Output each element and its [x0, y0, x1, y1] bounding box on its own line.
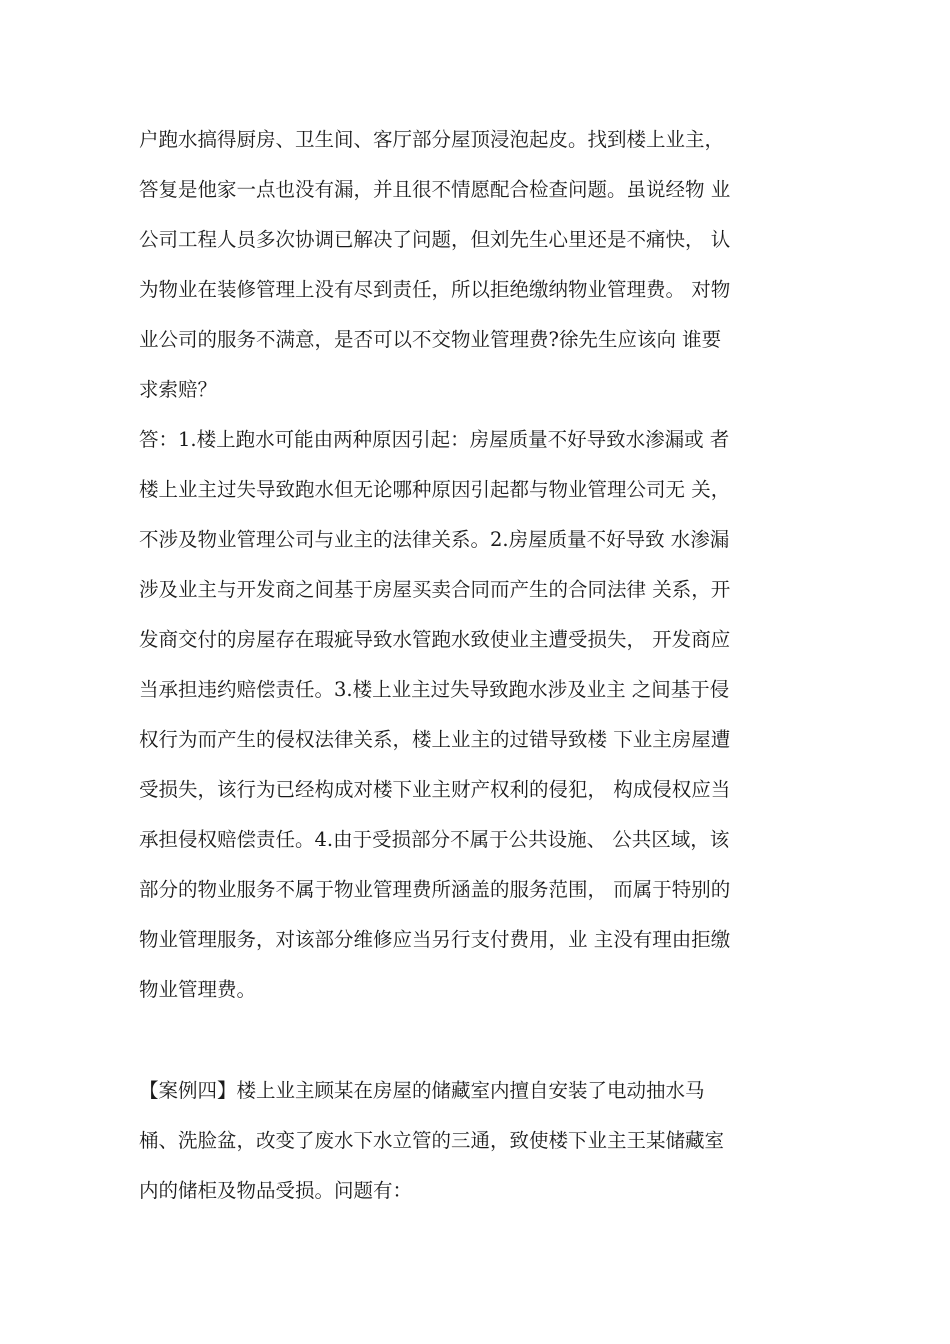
answer-line: 答：1.楼上跑水可能由两种原因引起：房屋质量不好导致水渗漏或 者 — [139, 428, 730, 451]
case4-line: 桶、洗脸盆，改变了废水下水立管的三通，致使楼下业主王某储藏室 — [139, 1129, 725, 1152]
case4-line: 内的储柜及物品受损。问题有： — [139, 1179, 413, 1202]
question-line: 为物业在装修管理上没有尽到责任，所以拒绝缴纳物业管理费。 对物 — [139, 278, 731, 301]
question-line: 户跑水搞得厨房、卫生间、客厅部分屋顶浸泡起皮。找到楼上业主， — [139, 128, 725, 151]
answer-line: 物业管理服务，对该部分维修应当另行支付费用，业 主没有理由拒缴 — [139, 928, 731, 951]
answer-line: 楼上业主过失导致跑水但无论哪种原因引起都与物业管理公司无 关， — [139, 478, 731, 501]
question-line: 业公司的服务不满意，是否可以不交物业管理费?徐先生应该向 谁要 — [139, 328, 722, 351]
answer-line: 部分的物业服务不属于物业管理费所涵盖的服务范围， 而属于特别的 — [139, 878, 731, 901]
answer-line: 物业管理费。 — [139, 978, 257, 1001]
question-line: 答复是他家一点也没有漏，并且很不情愿配合检查问题。虽说经物 业 — [139, 178, 731, 201]
question-line: 公司工程人员多次协调已解决了问题，但刘先生心里还是不痛快， 认 — [139, 228, 731, 251]
answer-line: 不涉及物业管理公司与业主的法律关系。2.房屋质量不好导致 水渗漏 — [139, 528, 730, 551]
question-line: 求索赔？ — [139, 378, 218, 401]
answer-line: 涉及业主与开发商之间基于房屋买卖合同而产生的合同法律 关系，开 — [139, 578, 731, 601]
answer-line: 受损失，该行为已经构成对楼下业主财产权利的侵犯， 构成侵权应当 — [139, 778, 731, 801]
answer-line: 发商交付的房屋存在瑕疵导致水管跑水致使业主遭受损失， 开发商应 — [139, 628, 731, 651]
case4-line: 【案例四】楼上业主顾某在房屋的储藏室内擅自安装了电动抽水马 — [139, 1079, 705, 1102]
answer-line: 承担侵权赔偿责任。4.由于受损部分不属于公共设施、 公共区域，该 — [139, 828, 730, 851]
answer-line: 权行为而产生的侵权法律关系，楼上业主的过错导致楼 下业主房屋遭 — [139, 728, 731, 751]
answer-line: 当承担违约赔偿责任。3.楼上业主过失导致跑水涉及业主 之间基于侵 — [139, 678, 730, 701]
